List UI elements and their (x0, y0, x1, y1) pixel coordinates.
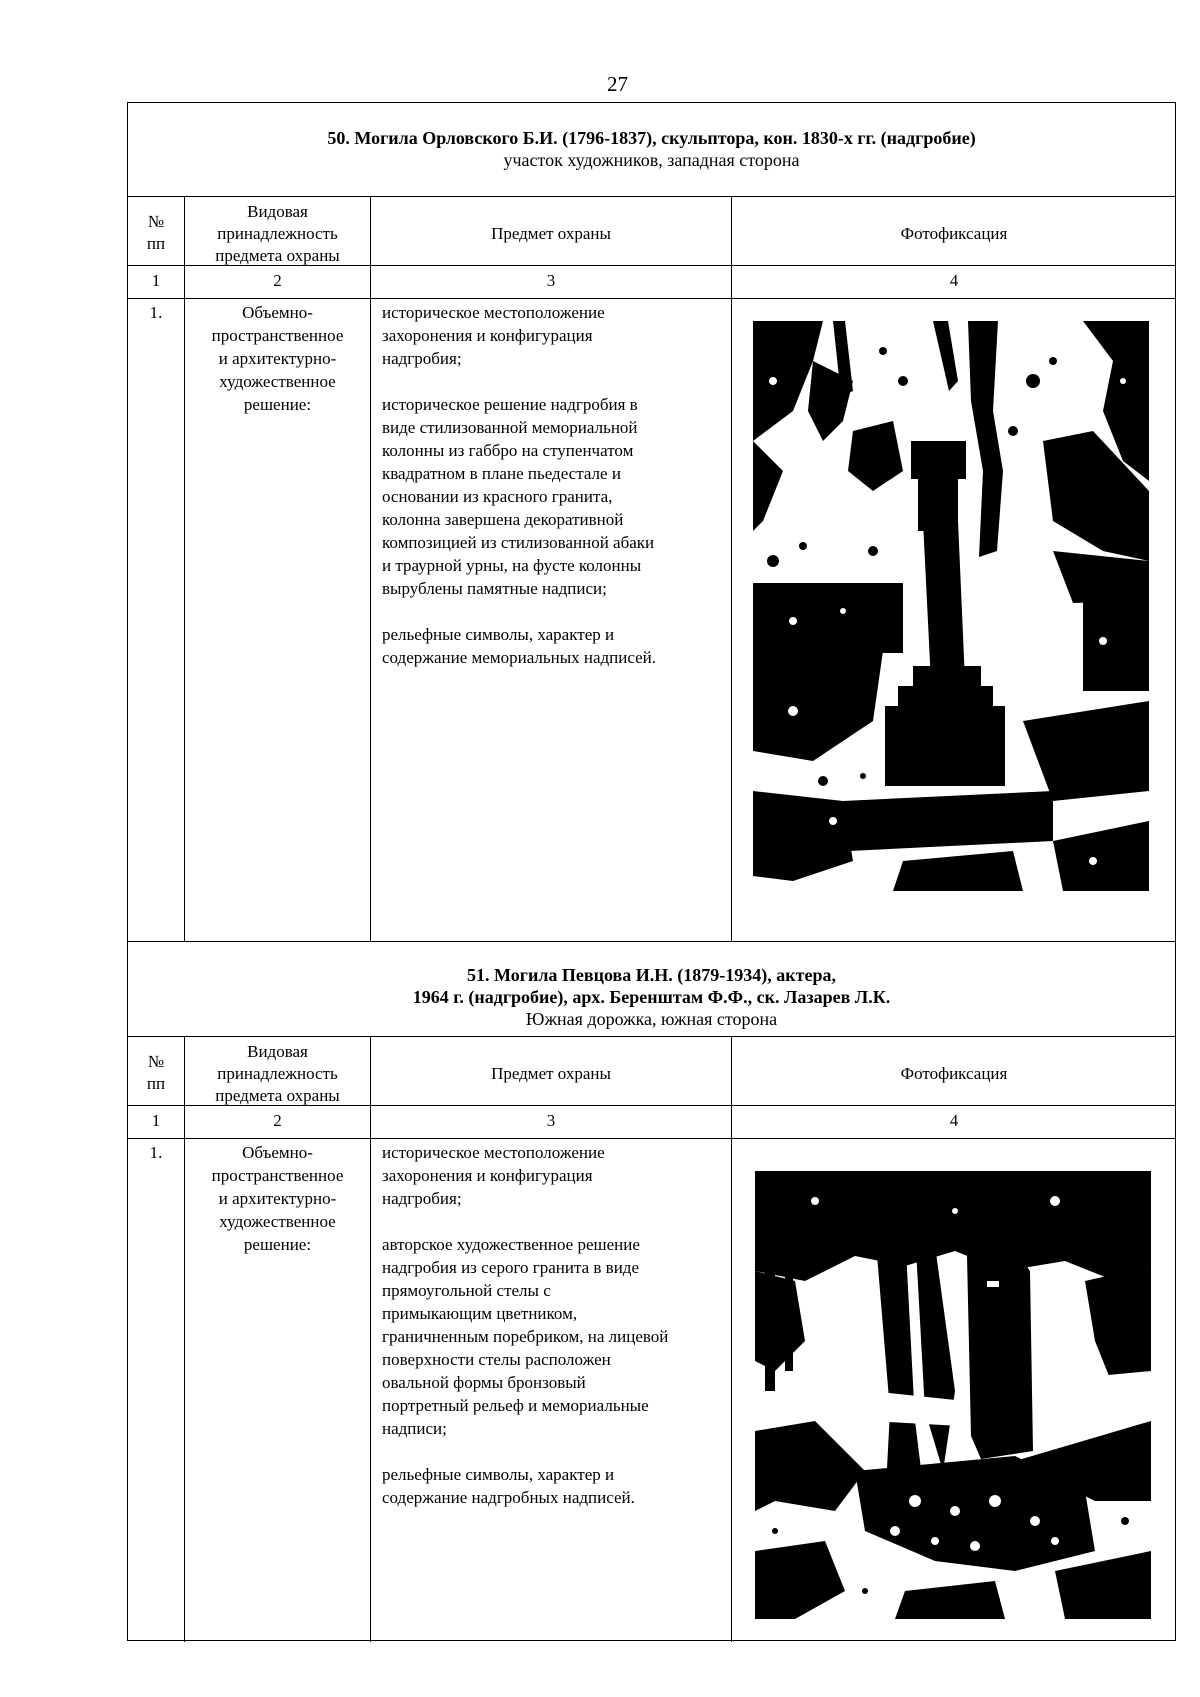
subject-line: граничненным поребриком, на лицевой (382, 1327, 669, 1346)
header-type-line: Видовая (247, 202, 308, 221)
type-cell (185, 301, 370, 416)
subject-paragraph (382, 623, 727, 669)
subject-line: авторское художественное решение (382, 1235, 640, 1254)
subject-paragraph (382, 1233, 727, 1440)
row-number: 1. (149, 303, 163, 322)
subject-line: поверхности стелы расположен (382, 1350, 611, 1369)
type-cell (185, 1141, 370, 1256)
divider (128, 1105, 1175, 1106)
header-type-line: предмета охраны (215, 246, 340, 265)
header-photo: Фотофиксация (900, 224, 1008, 243)
subject-line: и траурной урны, на фусте колонны (382, 556, 642, 575)
subject-line: рельефные символы, характер и (382, 625, 615, 644)
divider (184, 1036, 185, 1642)
divider (370, 1036, 371, 1642)
divider (128, 298, 1175, 299)
type-line: решение: (243, 395, 312, 414)
header-subject: Предмет охраны (491, 1064, 611, 1083)
section-title-line: 51. Могила Певцова И.Н. (1879-1934), актера, (467, 965, 836, 985)
subject-line: вырублены памятные надписи; (382, 579, 607, 598)
divider (184, 196, 185, 941)
header-type-line: предмета охраны (215, 1086, 340, 1105)
subject-line: основании из красного гранита, (382, 487, 613, 506)
header-num-line: № (147, 1052, 165, 1071)
subject-paragraph (382, 1141, 727, 1210)
type-line: и архитектурно- (218, 1189, 337, 1208)
type-line: Объемно- (242, 303, 313, 322)
type-line: Объемно- (242, 1143, 313, 1162)
subject-line: захоронения и конфигурация (382, 326, 593, 345)
header-photo: Фотофиксация (900, 1064, 1008, 1083)
subject-line: надгробия; (382, 349, 462, 368)
subject-line: историческое местоположение (382, 1143, 605, 1162)
col-number: 1 (151, 271, 161, 290)
header-num-line: пп (146, 1074, 166, 1093)
type-line: художественное (219, 1212, 336, 1231)
subject-line: надгробия из серого гранита в виде (382, 1258, 639, 1277)
subject-line: квадратном в плане пьедестале и (382, 464, 621, 483)
header-num-line: № (147, 212, 165, 231)
divider (128, 941, 1175, 942)
header-type (185, 1041, 370, 1107)
subject-line: надгробия; (382, 1189, 462, 1208)
subject-line: надписи; (382, 1419, 447, 1438)
subject-line: прямоугольной стелы с (382, 1281, 551, 1300)
column-monument-photo (753, 321, 1149, 891)
type-line: и архитектурно- (218, 349, 337, 368)
header-type-line: Видовая (247, 1042, 308, 1061)
section-subtitle: участок художников, западная сторона (503, 150, 800, 170)
col-number: 4 (949, 1111, 959, 1130)
subject-paragraph (382, 1463, 727, 1509)
row-number: 1. (149, 1143, 163, 1162)
section-title-line: 1964 г. (надгробие), арх. Беренштам Ф.Ф., ск. Лазарев Л.К. (412, 987, 891, 1007)
subject-line: колонны из габбро на ступенчатом (382, 441, 634, 460)
page-number: 27 (607, 72, 628, 96)
type-line: художественное (219, 372, 336, 391)
divider (128, 196, 1175, 197)
stele-monument-photo (755, 1171, 1151, 1619)
col-number: 3 (546, 1111, 556, 1130)
monument-photo (753, 321, 1149, 891)
subject-line: колонна завершена декоративной (382, 510, 624, 529)
header-num (128, 1051, 184, 1095)
type-line: решение: (243, 1235, 312, 1254)
subject-paragraph (382, 301, 727, 370)
subject-line: овальной формы бронзовый (382, 1373, 586, 1392)
subject-line: захоронения и конфигурация (382, 1166, 593, 1185)
subject-paragraph (382, 393, 727, 600)
col-number: 1 (151, 1111, 161, 1130)
subject-line: содержание мемориальных надписей. (382, 648, 657, 667)
divider (128, 1036, 1175, 1037)
subject-cell (382, 1141, 727, 1509)
subject-line: виде стилизованной мемориальной (382, 418, 638, 437)
divider (370, 196, 371, 941)
monument-photo (755, 1171, 1151, 1619)
divider (128, 1138, 1175, 1139)
subject-line: примыкающим цветником, (382, 1304, 578, 1323)
section-title (128, 127, 1175, 171)
monument-table (127, 102, 1176, 1641)
header-num (128, 211, 184, 255)
type-line: пространственное (211, 1166, 344, 1185)
header-num-line: пп (146, 234, 166, 253)
subject-line: историческое местоположение (382, 303, 605, 322)
subject-line: историческое решение надгробия в (382, 395, 638, 414)
subject-line: рельефные символы, характер и (382, 1465, 615, 1484)
type-line: пространственное (211, 326, 344, 345)
section-title (128, 964, 1175, 1030)
section-title-line: 50. Могила Орловского Б.И. (1796-1837), скульптора, кон. 1830-х гг. (надгробие) (327, 128, 976, 148)
col-number: 4 (949, 271, 959, 290)
subject-line: содержание надгробных надписей. (382, 1488, 635, 1507)
section-subtitle: Южная дорожка, южная сторона (525, 1009, 778, 1029)
col-number: 3 (546, 271, 556, 290)
header-subject: Предмет охраны (491, 224, 611, 243)
header-type (185, 201, 370, 267)
col-number: 2 (273, 1111, 282, 1130)
subject-line: композицией из стилизованной абаки (382, 533, 655, 552)
subject-cell (382, 301, 727, 669)
col-number: 2 (273, 271, 282, 290)
divider (731, 1036, 732, 1642)
header-type-line: принадлежность (217, 1064, 338, 1083)
divider (128, 265, 1175, 266)
subject-line: портретный рельеф и мемориальные (382, 1396, 649, 1415)
divider (731, 196, 732, 941)
header-type-line: принадлежность (217, 224, 338, 243)
